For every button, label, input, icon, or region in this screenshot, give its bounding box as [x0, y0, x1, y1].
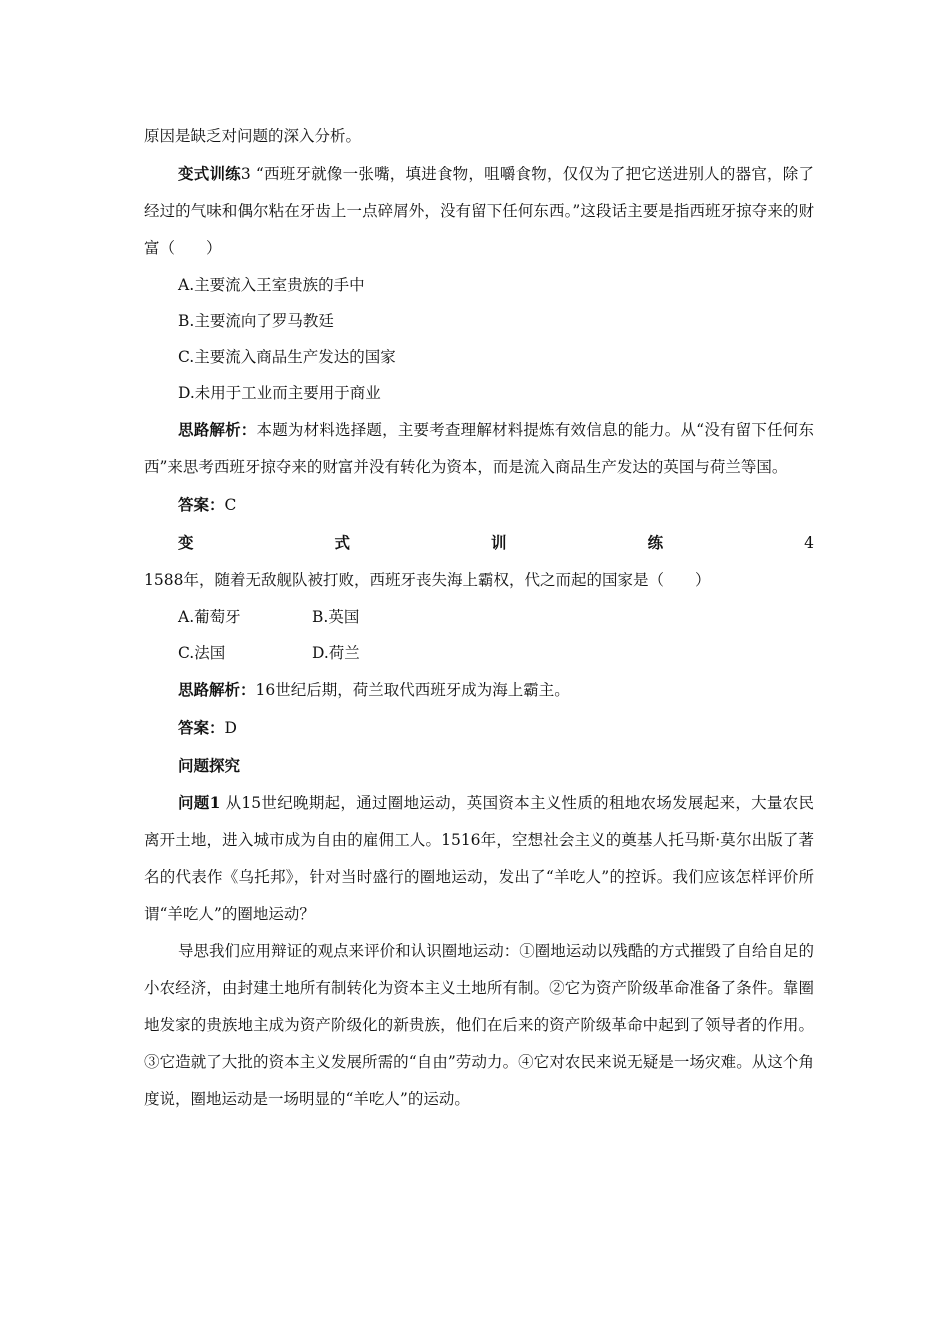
intro-tail-paragraph: 原因是缺乏对问题的深入分析。	[144, 127, 362, 145]
exercise-4-options-row-1	[144, 599, 814, 635]
exercise-3-answer	[144, 486, 814, 524]
inquiry-question-1-label: 问题1	[178, 793, 221, 812]
exercise-3-answer-label: 答案：	[178, 495, 225, 514]
exercise-4-option-b: B.英国	[312, 608, 360, 626]
exercise-3-option-a: A.主要流入王室贵族的手中	[178, 276, 365, 294]
exercise-4-label: 变式训练	[178, 533, 805, 552]
inquiry-question-1	[144, 784, 814, 933]
exercise-3-option-c: C.主要流入商品生产发达的国家	[178, 348, 396, 366]
exercise-4-text: 1588年，随着无敌舰队被打败，西班牙丧失海上霸权，代之而起的国家是（ ）	[144, 571, 711, 589]
exercise-3-label: 变式训练	[178, 164, 241, 183]
exercise-3-analysis-label: 思路解析：	[178, 420, 257, 439]
exercise-3-option-b: B.主要流向了罗马教廷	[178, 312, 334, 330]
exercise-4-number: 4	[804, 534, 814, 552]
exercise-3-stem	[144, 155, 814, 267]
exercise-4-answer	[144, 709, 814, 747]
exercise-3-option-d: D.未用于工业而主要用于商业	[178, 384, 381, 402]
exercise-3-analysis	[144, 411, 814, 486]
exercise-4-options-row-2	[144, 635, 814, 671]
exercise-4-answer-value: D	[224, 719, 237, 737]
inquiry-question-1-text: 从15世纪晚期起，通过圈地运动，英国资本主义性质的租地农场发展起来，大量农民离开土地，进入城市成为自由的雇佣工人。1516年，空想社会主义的奠基人托马斯·莫尔出版了著名的代表作《乌托邦》，针对当时盛行的圈地运动，发出了“羊吃人”的控诉。我们应该怎样评价所谓“羊吃人”的圈地运动？	[144, 794, 814, 923]
exercise-3-text: “西班牙就像一张嘴，填进食物，咀嚼食物，仅仅为了把它送进别人的器官，除了经过的气味和偶尔粘在牙齿上一点碎屑外，没有留下任何东西。”这段话主要是指西班牙掠夺来的财富（ ）	[144, 165, 814, 257]
exercise-4-analysis-text: 16世纪后期，荷兰取代西班牙成为海上霸主。	[255, 681, 570, 699]
exercise-3-analysis-text: 本题为材料选择题，主要考查理解材料提炼有效信息的能力。从“没有留下任何东西”来思考西班牙掠夺来的财富并没有转化为资本，而是流入商品生产发达的英国与荷兰等国。	[144, 421, 814, 476]
exercise-3-answer-value: C	[224, 496, 237, 514]
exercise-4-stem	[144, 524, 814, 599]
exercise-4-option-d: D.荷兰	[312, 644, 360, 662]
exercise-4-analysis	[144, 671, 814, 709]
exercise-4-option-a: A.葡萄牙	[178, 608, 241, 626]
inquiry-guide-paragraph: 导思我们应用辩证的观点来评价和认识圈地运动：①圈地运动以残酷的方式摧毁了自给自足的小农经济，由封建土地所有制转化为资本主义土地所有制。②它为资产阶级革命准备了条件。靠圈地发家的贵族地主成为资产阶级化的新贵族，他们在后来的资产阶级革命中起到了领导者的作用。③它造就了大批的资本主义发展所需的“自由”劳动力。④它对农民来说无疑是一场灾难。从这个角度说，圈地运动是一场明显的“羊吃人”的运动。	[144, 942, 814, 1108]
exercise-4-analysis-label: 思路解析：	[178, 680, 256, 699]
inquiry-heading: 问题探究	[178, 756, 241, 775]
exercise-3-number: 3	[240, 165, 251, 183]
exercise-4-option-c: C.法国	[178, 644, 226, 662]
exercise-4-answer-label: 答案：	[178, 718, 225, 737]
document-page	[144, 118, 814, 1118]
